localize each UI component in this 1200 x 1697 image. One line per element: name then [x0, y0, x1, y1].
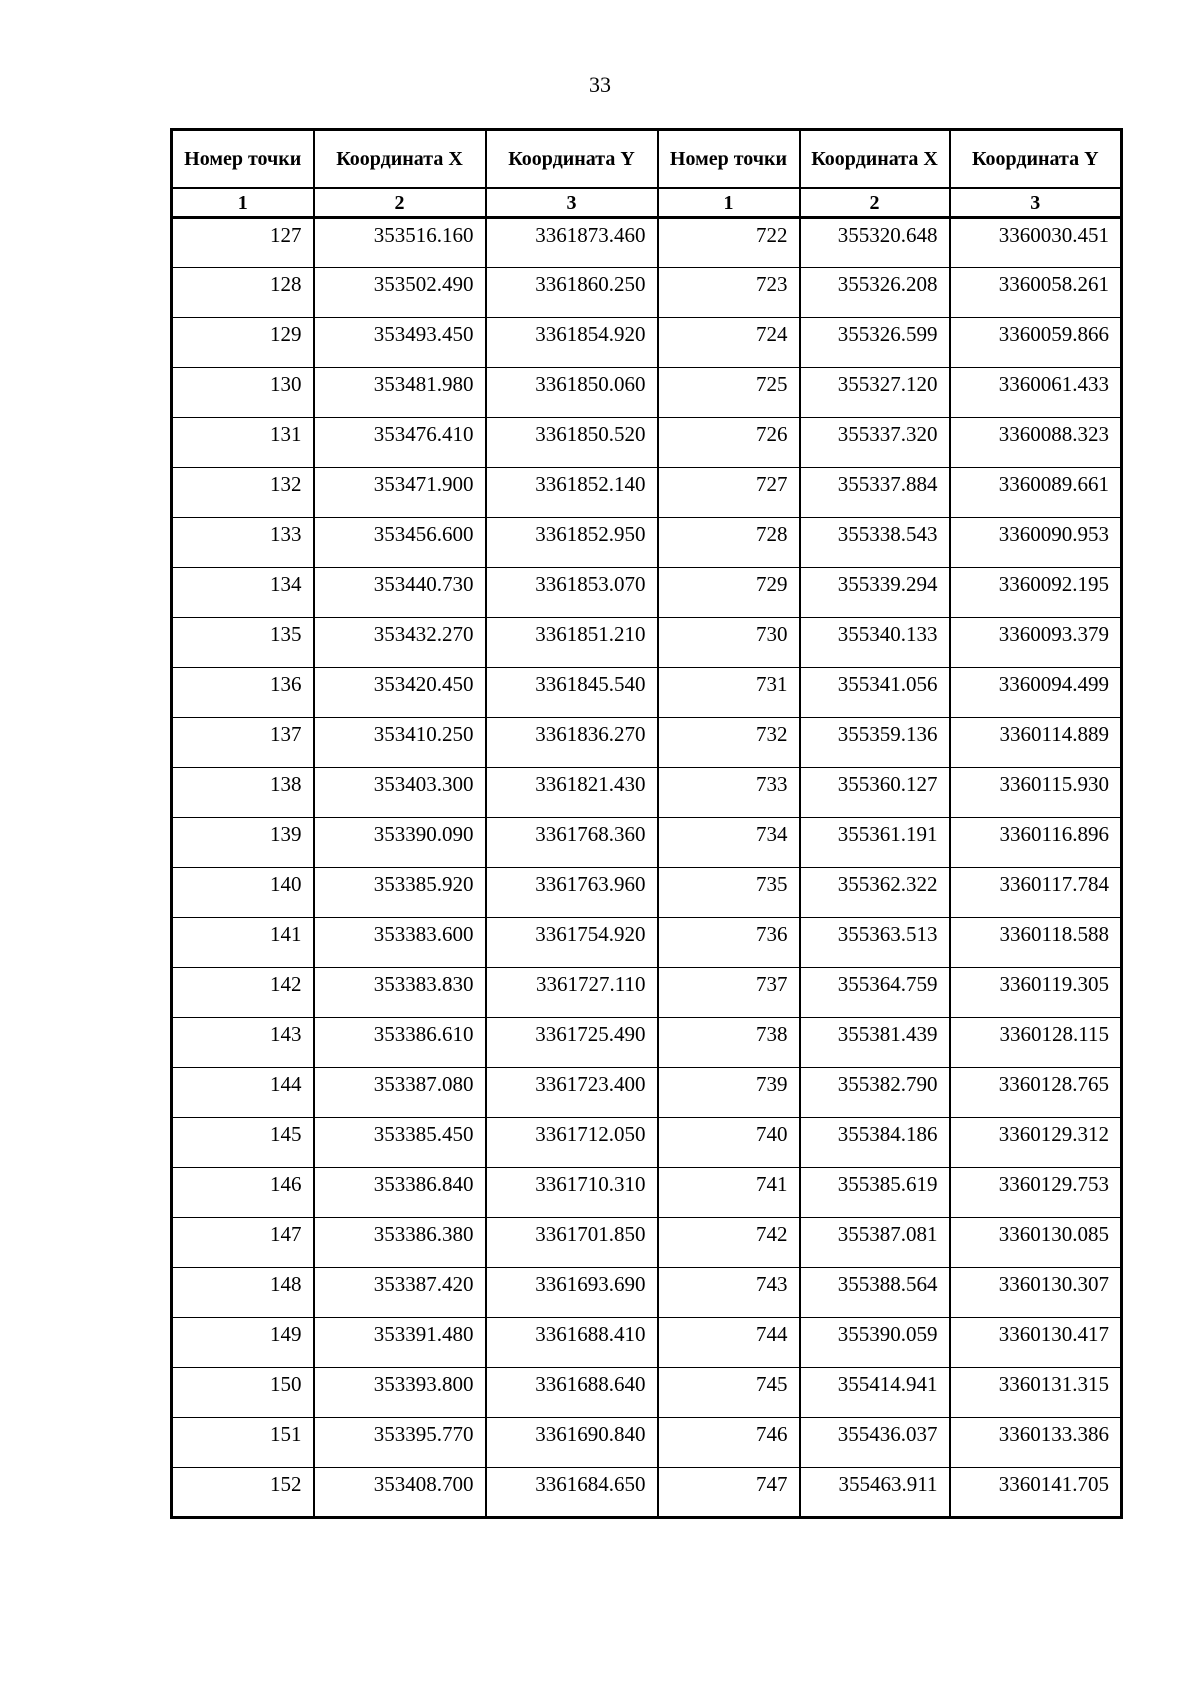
coordinate-y-cell: 3360092.195	[950, 568, 1122, 618]
coordinate-y-cell: 3360061.433	[950, 368, 1122, 418]
point-number-cell: 735	[658, 868, 800, 918]
coordinate-x-cell: 355327.120	[800, 368, 950, 418]
table-row	[172, 1118, 1122, 1168]
point-number-cell: 726	[658, 418, 800, 468]
table-row	[172, 518, 1122, 568]
coordinate-y-cell: 3361850.060	[486, 368, 658, 418]
table-row	[172, 868, 1122, 918]
coordinate-y-cell: 3360141.705	[950, 1468, 1122, 1518]
table-row	[172, 818, 1122, 868]
coordinate-y-cell: 3360088.323	[950, 418, 1122, 468]
coordinate-x-cell: 353387.080	[314, 1068, 486, 1118]
coordinate-y-cell: 3361854.920	[486, 318, 658, 368]
point-number-cell: 131	[172, 418, 314, 468]
table-row	[172, 268, 1122, 318]
coordinate-y-cell: 3361852.950	[486, 518, 658, 568]
point-number-cell: 138	[172, 768, 314, 818]
header-coordinate-x: Координата X	[314, 130, 486, 189]
point-number-cell: 738	[658, 1018, 800, 1068]
coordinate-y-cell: 3360094.499	[950, 668, 1122, 718]
point-number-cell: 727	[658, 468, 800, 518]
point-number-cell: 733	[658, 768, 800, 818]
point-number-cell: 146	[172, 1168, 314, 1218]
table-row	[172, 1318, 1122, 1368]
point-number-cell: 737	[658, 968, 800, 1018]
coordinate-y-cell: 3361701.850	[486, 1218, 658, 1268]
table-row	[172, 318, 1122, 368]
table-row	[172, 968, 1122, 1018]
point-number-cell: 136	[172, 668, 314, 718]
coordinate-x-cell: 355337.320	[800, 418, 950, 468]
coordinate-y-cell: 3361690.840	[486, 1418, 658, 1468]
point-number-cell: 139	[172, 818, 314, 868]
point-number-cell: 724	[658, 318, 800, 368]
coordinate-x-cell: 353481.980	[314, 368, 486, 418]
header-coordinate-y: Координата Y	[486, 130, 658, 189]
header-coordinate-x: Координата X	[800, 130, 950, 189]
point-number-cell: 722	[658, 218, 800, 268]
coordinate-x-cell: 355390.059	[800, 1318, 950, 1368]
coordinate-y-cell: 3361860.250	[486, 268, 658, 318]
table-body	[172, 218, 1122, 1518]
coordinate-x-cell: 353391.480	[314, 1318, 486, 1368]
table-row	[172, 368, 1122, 418]
coordinate-x-cell: 355388.564	[800, 1268, 950, 1318]
coordinate-x-cell: 355360.127	[800, 768, 950, 818]
coordinate-x-cell: 353516.160	[314, 218, 486, 268]
point-number-cell: 147	[172, 1218, 314, 1268]
table-row	[172, 1168, 1122, 1218]
table-row	[172, 1068, 1122, 1118]
coordinate-y-cell: 3360131.315	[950, 1368, 1122, 1418]
point-number-cell: 732	[658, 718, 800, 768]
coordinate-x-cell: 355382.790	[800, 1068, 950, 1118]
table-row	[172, 618, 1122, 668]
point-number-cell: 730	[658, 618, 800, 668]
coordinate-x-cell: 353387.420	[314, 1268, 486, 1318]
coordinate-x-cell: 355338.543	[800, 518, 950, 568]
point-number-cell: 734	[658, 818, 800, 868]
coordinate-y-cell: 3361710.310	[486, 1168, 658, 1218]
coordinate-y-cell: 3360117.784	[950, 868, 1122, 918]
coordinate-x-cell: 355381.439	[800, 1018, 950, 1068]
coordinate-y-cell: 3361850.520	[486, 418, 658, 468]
coordinate-x-cell: 353408.700	[314, 1468, 486, 1518]
header-point-number: Номер точки	[172, 130, 314, 189]
coordinate-x-cell: 355340.133	[800, 618, 950, 668]
coordinate-y-cell: 3360133.386	[950, 1418, 1122, 1468]
coordinate-y-cell: 3361851.210	[486, 618, 658, 668]
coordinate-x-cell: 353385.920	[314, 868, 486, 918]
coordinate-x-cell: 353440.730	[314, 568, 486, 618]
column-number: 1	[658, 188, 800, 218]
point-number-cell: 729	[658, 568, 800, 618]
table-row	[172, 918, 1122, 968]
coordinate-x-cell: 353403.300	[314, 768, 486, 818]
coordinate-x-cell: 355414.941	[800, 1368, 950, 1418]
coordinate-x-cell: 353393.800	[314, 1368, 486, 1418]
coordinate-x-cell: 353456.600	[314, 518, 486, 568]
coordinate-x-cell: 353386.840	[314, 1168, 486, 1218]
point-number-cell: 148	[172, 1268, 314, 1318]
point-number-cell: 128	[172, 268, 314, 318]
table-row	[172, 668, 1122, 718]
coordinate-y-cell: 3361768.360	[486, 818, 658, 868]
column-number: 2	[314, 188, 486, 218]
coordinate-y-cell: 3360090.953	[950, 518, 1122, 568]
column-number: 3	[950, 188, 1122, 218]
point-number-cell: 130	[172, 368, 314, 418]
coordinate-y-cell: 3361821.430	[486, 768, 658, 818]
table-row	[172, 1418, 1122, 1468]
coordinate-x-cell: 353493.450	[314, 318, 486, 368]
point-number-cell: 150	[172, 1368, 314, 1418]
column-number-row	[172, 188, 1122, 218]
coordinate-x-cell: 355384.186	[800, 1118, 950, 1168]
point-number-cell: 140	[172, 868, 314, 918]
column-number: 1	[172, 188, 314, 218]
header-point-number: Номер точки	[658, 130, 800, 189]
point-number-cell: 740	[658, 1118, 800, 1168]
point-number-cell: 743	[658, 1268, 800, 1318]
coordinate-y-cell: 3360128.765	[950, 1068, 1122, 1118]
table-row	[172, 568, 1122, 618]
coordinate-x-cell: 355326.599	[800, 318, 950, 368]
table-row	[172, 418, 1122, 468]
coordinate-x-cell: 353471.900	[314, 468, 486, 518]
coordinate-x-cell: 355320.648	[800, 218, 950, 268]
point-number-cell: 723	[658, 268, 800, 318]
coordinate-y-cell: 3360129.312	[950, 1118, 1122, 1168]
coordinate-x-cell: 355387.081	[800, 1218, 950, 1268]
coordinate-x-cell: 353410.250	[314, 718, 486, 768]
coordinate-y-cell: 3360115.930	[950, 768, 1122, 818]
coordinate-x-cell: 355361.191	[800, 818, 950, 868]
header-coordinate-y: Координата Y	[950, 130, 1122, 189]
coordinate-x-cell: 353395.770	[314, 1418, 486, 1468]
point-number-cell: 129	[172, 318, 314, 368]
coordinate-x-cell: 353385.450	[314, 1118, 486, 1168]
coordinate-x-cell: 353383.600	[314, 918, 486, 968]
point-number-cell: 133	[172, 518, 314, 568]
coordinate-x-cell: 353386.610	[314, 1018, 486, 1068]
coordinate-y-cell: 3361836.270	[486, 718, 658, 768]
point-number-cell: 742	[658, 1218, 800, 1268]
table-row	[172, 1368, 1122, 1418]
point-number-cell: 141	[172, 918, 314, 968]
coordinate-y-cell: 3360119.305	[950, 968, 1122, 1018]
point-number-cell: 725	[658, 368, 800, 418]
coordinate-x-cell: 355341.056	[800, 668, 950, 718]
coordinate-y-cell: 3361688.410	[486, 1318, 658, 1368]
coordinate-x-cell: 353502.490	[314, 268, 486, 318]
coordinate-x-cell: 355339.294	[800, 568, 950, 618]
point-number-cell: 731	[658, 668, 800, 718]
coordinate-x-cell: 353476.410	[314, 418, 486, 468]
coordinate-y-cell: 3361873.460	[486, 218, 658, 268]
coordinate-x-cell: 353432.270	[314, 618, 486, 668]
coordinate-y-cell: 3360130.417	[950, 1318, 1122, 1368]
point-number-cell: 736	[658, 918, 800, 968]
column-number: 2	[800, 188, 950, 218]
coordinate-x-cell: 353390.090	[314, 818, 486, 868]
coordinate-y-cell: 3361727.110	[486, 968, 658, 1018]
point-number-cell: 142	[172, 968, 314, 1018]
table-row	[172, 218, 1122, 268]
coordinate-y-cell: 3361712.050	[486, 1118, 658, 1168]
point-number-cell: 144	[172, 1068, 314, 1118]
coordinate-x-cell: 355337.884	[800, 468, 950, 518]
coordinate-y-cell: 3360093.379	[950, 618, 1122, 668]
table-row	[172, 768, 1122, 818]
coordinate-y-cell: 3361684.650	[486, 1468, 658, 1518]
coordinate-y-cell: 3360118.588	[950, 918, 1122, 968]
coordinate-y-cell: 3361852.140	[486, 468, 658, 518]
coordinate-y-cell: 3361723.400	[486, 1068, 658, 1118]
table-row	[172, 718, 1122, 768]
table-row	[172, 1218, 1122, 1268]
point-number-cell: 739	[658, 1068, 800, 1118]
point-number-cell: 728	[658, 518, 800, 568]
table-row	[172, 1268, 1122, 1318]
coordinate-x-cell: 355359.136	[800, 718, 950, 768]
coordinate-y-cell: 3361725.490	[486, 1018, 658, 1068]
coordinate-y-cell: 3360129.753	[950, 1168, 1122, 1218]
table-row	[172, 468, 1122, 518]
point-number-cell: 137	[172, 718, 314, 768]
coordinate-y-cell: 3361693.690	[486, 1268, 658, 1318]
coordinate-y-cell: 3360116.896	[950, 818, 1122, 868]
point-number-cell: 746	[658, 1418, 800, 1468]
coordinate-x-cell: 353383.830	[314, 968, 486, 1018]
coordinate-y-cell: 3360130.307	[950, 1268, 1122, 1318]
point-number-cell: 132	[172, 468, 314, 518]
column-number: 3	[486, 188, 658, 218]
coordinate-y-cell: 3360114.889	[950, 718, 1122, 768]
coordinate-y-cell: 3360130.085	[950, 1218, 1122, 1268]
coordinate-y-cell: 3360030.451	[950, 218, 1122, 268]
coordinate-x-cell: 355463.911	[800, 1468, 950, 1518]
coordinate-x-cell: 353420.450	[314, 668, 486, 718]
coordinate-y-cell: 3360128.115	[950, 1018, 1122, 1068]
point-number-cell: 744	[658, 1318, 800, 1368]
table-row	[172, 1468, 1122, 1518]
page-number: 33	[589, 72, 611, 97]
point-number-cell: 149	[172, 1318, 314, 1368]
coordinates-table	[170, 128, 1123, 1519]
coordinate-y-cell: 3361763.960	[486, 868, 658, 918]
coordinate-y-cell: 3360059.866	[950, 318, 1122, 368]
point-number-cell: 134	[172, 568, 314, 618]
point-number-cell: 747	[658, 1468, 800, 1518]
coordinate-x-cell: 353386.380	[314, 1218, 486, 1268]
coordinate-x-cell: 355326.208	[800, 268, 950, 318]
coordinate-y-cell: 3361853.070	[486, 568, 658, 618]
table-header-row	[172, 130, 1122, 189]
point-number-cell: 151	[172, 1418, 314, 1468]
point-number-cell: 145	[172, 1118, 314, 1168]
point-number-cell: 127	[172, 218, 314, 268]
coordinate-x-cell: 355362.322	[800, 868, 950, 918]
table-row	[172, 1018, 1122, 1068]
coordinate-y-cell: 3361754.920	[486, 918, 658, 968]
coordinate-y-cell: 3361688.640	[486, 1368, 658, 1418]
coordinate-x-cell: 355363.513	[800, 918, 950, 968]
point-number-cell: 741	[658, 1168, 800, 1218]
coordinate-y-cell: 3360058.261	[950, 268, 1122, 318]
point-number-cell: 745	[658, 1368, 800, 1418]
point-number-cell: 143	[172, 1018, 314, 1068]
point-number-cell: 135	[172, 618, 314, 668]
coordinate-x-cell: 355364.759	[800, 968, 950, 1018]
coordinate-y-cell: 3361845.540	[486, 668, 658, 718]
point-number-cell: 152	[172, 1468, 314, 1518]
coordinate-x-cell: 355436.037	[800, 1418, 950, 1468]
coordinate-x-cell: 355385.619	[800, 1168, 950, 1218]
coordinate-y-cell: 3360089.661	[950, 468, 1122, 518]
